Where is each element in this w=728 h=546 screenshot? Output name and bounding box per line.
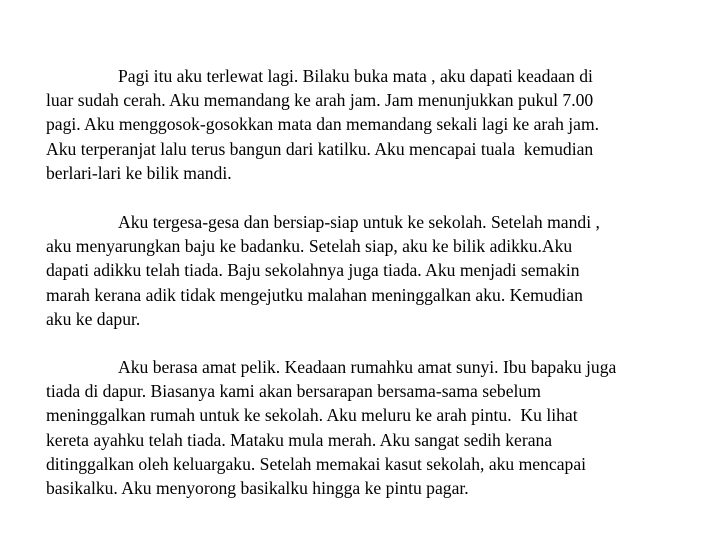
text-line: tiada di dapur. Biasanya kami akan bersarapan bersama-sama sebelum <box>46 381 541 402</box>
text-line: berlari-lari ke bilik mandi. <box>46 162 232 183</box>
text-line: aku ke dapur. <box>46 308 141 329</box>
text-line: ditinggalkan oleh keluargaku. Setelah memakai kasut sekolah, aku mencapai <box>46 453 587 474</box>
paragraph-3 <box>46 355 726 500</box>
text-line: Aku tergesa-gesa dan bersiap-siap untuk ke sekolah. Setelah mandi , <box>118 212 600 232</box>
text-line: Aku terperanjat lalu terus bangun dari katilku. Aku mencapai tuala kemudian <box>46 138 594 159</box>
text-line: kereta ayahku telah tiada. Mataku mula merah. Aku sangat sedih kerana <box>46 429 553 450</box>
text-line: marah kerana adik tidak mengejutku malahan meninggalkan aku. Kemudian <box>46 284 583 305</box>
text-line: luar sudah cerah. Aku memandang ke arah jam. Jam menunjukkan pukul 7.00 <box>46 90 594 111</box>
text-line: meninggalkan rumah untuk ke sekolah. Aku meluru ke arah pintu. Ku lihat <box>46 405 578 426</box>
text-line: Pagi itu aku terlewat lagi. Bilaku buka mata , aku dapati keadaan di <box>118 66 593 86</box>
text-line: basikalku. Aku menyorong basikalku hingga ke pintu pagar. <box>46 477 469 498</box>
paragraph-1 <box>46 64 726 185</box>
text-line: pagi. Aku menggosok-gosokkan mata dan memandang sekali lagi ke arah jam. <box>46 114 600 135</box>
text-line: aku menyarungkan baju ke badanku. Setelah siap, aku ke bilik adikku.Aku <box>46 236 573 257</box>
text-line: dapati adikku telah tiada. Baju sekolahnya juga tiada. Aku menjadi semakin <box>46 260 580 281</box>
text-line: Aku berasa amat pelik. Keadaan rumahku amat sunyi. Ibu bapaku juga <box>118 357 617 377</box>
paragraph-2 <box>46 210 726 331</box>
